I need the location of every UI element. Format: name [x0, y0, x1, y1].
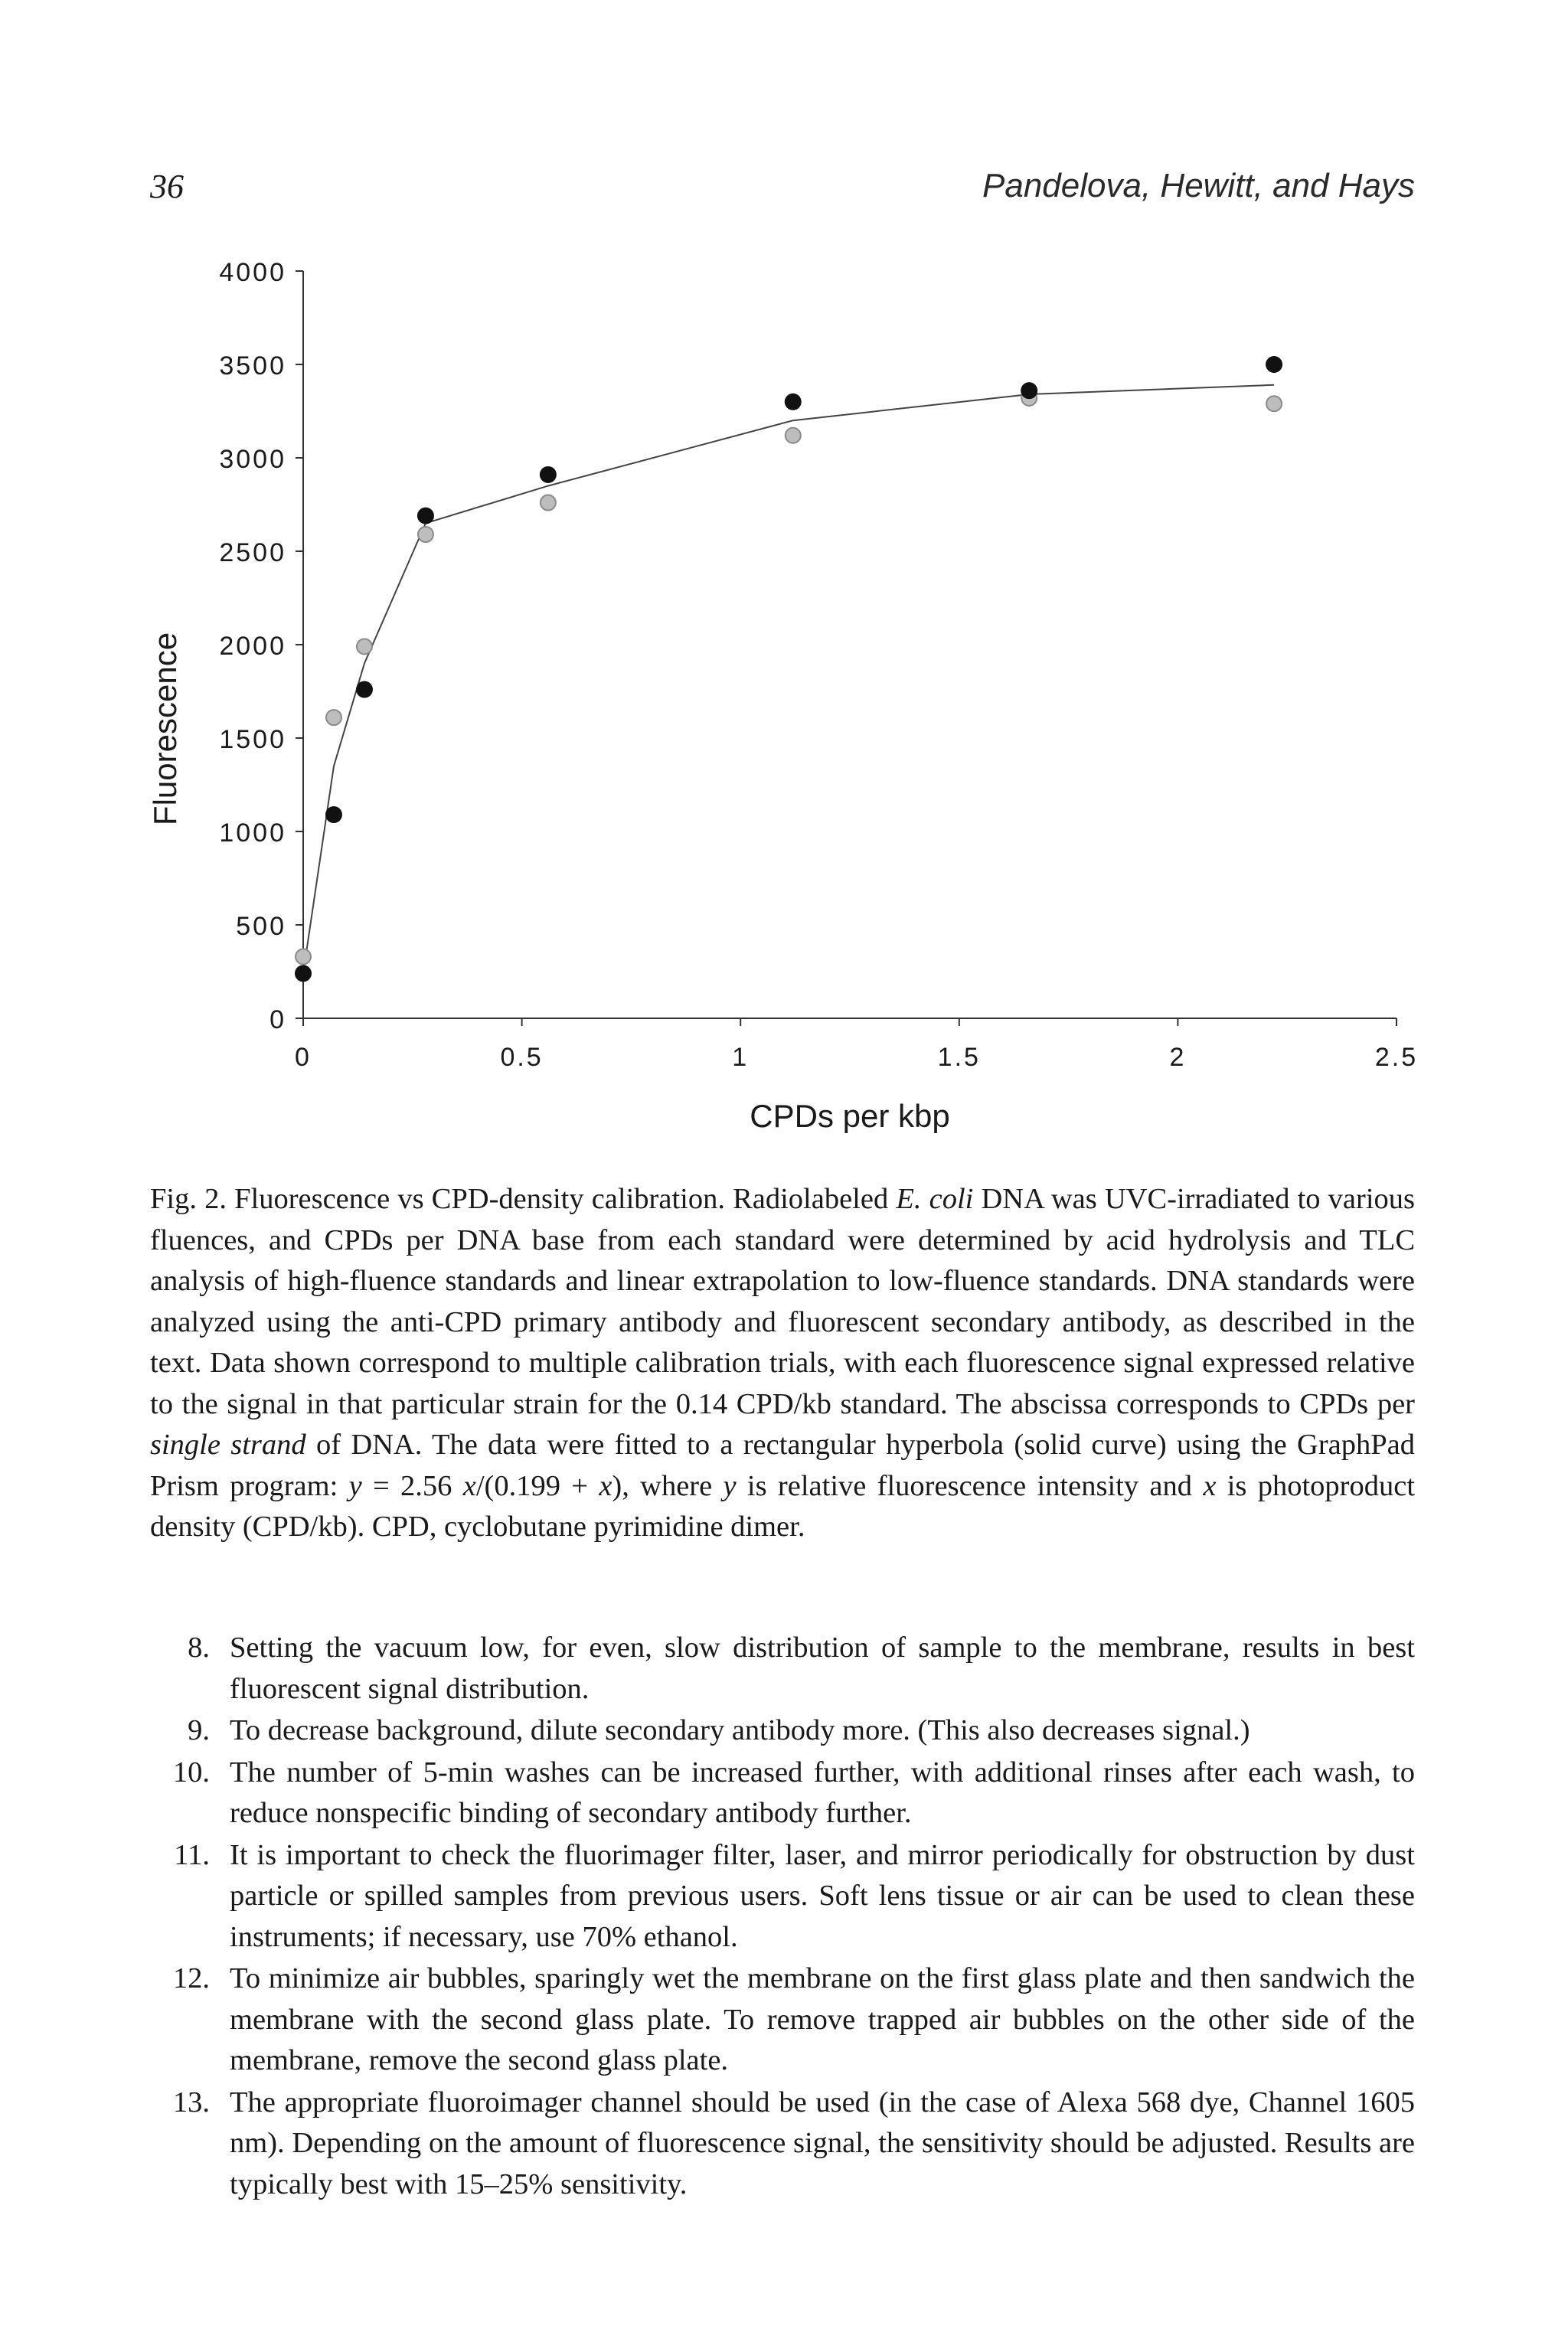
x-tick-label: 1.5: [937, 1043, 981, 1072]
note-item: [150, 2082, 1415, 2206]
y-tick-label: 3500: [219, 351, 286, 381]
data-point-black: [1266, 356, 1282, 373]
caption-text: /(0.199 +: [475, 1469, 599, 1502]
x-axis-label: CPDs per kbp: [750, 1098, 950, 1133]
note-number: 11.: [174, 1838, 210, 1871]
note-text: The number of 5-min washes can be increased further, with additional rinses after each wash, to reduce nonspecific binding of secondary antibody further.: [230, 1756, 1415, 1829]
running-head: [150, 167, 1415, 220]
y-tick-label: 2000: [219, 632, 286, 661]
calibration-figure: [138, 245, 1439, 1133]
data-point-gray: [357, 639, 372, 654]
data-point-black: [295, 965, 312, 982]
caption-emphasis: single strand: [150, 1429, 306, 1461]
y-tick-label: 1500: [219, 725, 286, 754]
note-item: [150, 1835, 1415, 1958]
note-text: Setting the vacuum low, for even, slow distribution of sample to the membrane, results in best fluorescent signal distribution.: [230, 1632, 1415, 1705]
data-point-black: [325, 806, 342, 823]
note-item: [150, 1710, 1415, 1752]
data-point-gray: [786, 428, 801, 443]
fit-curve-line: [303, 385, 1274, 974]
caption-text: DNA was UVC-irradiated to various fluences, and CPDs per DNA base from each standard were determined by acid hydrolysis and TLC analysis of high-fluence standards and linear extrapolation to low-fluence standards. DNA standards were analyzed using the anti-CPD primary antibody and fluorescent secondary antibody, as described in the text. Data shown correspond to multiple calibration trials, with each fluorescence signal expressed relative to the signal in that particular strain for the 0.14 CPD/kb standard. The abscissa corresponds to CPDs per: [150, 1183, 1415, 1420]
note-number: 13.: [172, 2086, 210, 2118]
caption-var: x: [462, 1469, 476, 1502]
data-point-gray: [326, 710, 341, 725]
caption-var: y: [723, 1469, 737, 1502]
y-tick-label: 1000: [219, 818, 286, 848]
y-tick-label: 3000: [219, 445, 286, 474]
caption-text: of DNA. The data were fitted to a rectangular hyperbola (solid curve) using the GraphPad Prism program:: [150, 1429, 1415, 1502]
note-item: [150, 1753, 1415, 1834]
caption-text: Fig. 2. Fluorescence vs CPD-density calibration. Radiolabeled: [150, 1183, 897, 1215]
note-number: 12.: [172, 1962, 210, 1994]
data-point-gray: [541, 495, 556, 511]
data-point-gray: [296, 949, 311, 964]
data-point-black: [785, 394, 802, 410]
x-tick-label: 1: [732, 1043, 750, 1072]
running-head-authors: Pandelova, Hewitt, and Hays: [982, 167, 1415, 204]
fluorescence-chart: [138, 245, 1439, 1133]
data-point-black: [417, 508, 434, 524]
note-text: To decrease background, dilute secondary antibody more. (This also decreases signal.): [230, 1714, 1250, 1746]
data-point-gray: [418, 527, 433, 542]
x-tick-label: 0.5: [500, 1043, 544, 1072]
data-point-black: [540, 466, 557, 483]
page-number: 36: [150, 168, 184, 205]
note-number: 10.: [172, 1756, 210, 1788]
y-tick-label: 0: [270, 1005, 286, 1034]
caption-var: x: [599, 1469, 612, 1502]
note-number: 8.: [188, 1632, 210, 1664]
x-tick-label: 2.5: [1374, 1043, 1419, 1072]
note-text: The appropriate fluoroimager channel should be used (in the case of Alexa 568 dye, Channel 1605 nm). Depending on the amount of fluorescence signal, the sensitivity should be adjusted. Results are typically best with 15–25% sensitivity.: [230, 2086, 1415, 2200]
y-axis-label: Fluorescence: [147, 632, 183, 826]
caption-text: = 2.56: [361, 1469, 463, 1502]
caption-text: is relative fluorescence intensity and: [736, 1469, 1204, 1502]
data-point-black: [1021, 382, 1037, 399]
note-item: [150, 1958, 1415, 2082]
data-point-black: [356, 681, 373, 698]
note-item: [150, 1628, 1415, 1710]
caption-text: ), where: [612, 1469, 724, 1502]
x-tick-label: 0: [295, 1043, 312, 1072]
caption-species: E. coli: [896, 1183, 974, 1215]
caption-var: x: [1203, 1469, 1217, 1502]
note-text: To minimize air bubbles, sparingly wet the membrane on the first glass plate and then sandwich the membrane with the second glass plate. To remove trapped air bubbles on the other side of the membrane, remove the second glass plate.: [230, 1962, 1415, 2076]
note-text: It is important to check the fluorimager filter, laser, and mirror periodically for obstruction by dust particle or spilled samples from previous users. Soft lens tissue or air can be used to clean these instruments; if necessary, use 70% ethanol.: [230, 1838, 1415, 1953]
caption-var: y: [348, 1469, 362, 1502]
y-tick-label: 2500: [219, 538, 286, 567]
data-point-gray: [1266, 396, 1282, 411]
caption-text: is photoproduct density (CPD/kb). CPD, cyclobutane pyrimidine dimer.: [150, 1469, 1416, 1543]
y-tick-label: 500: [236, 912, 286, 941]
y-tick-label: 4000: [219, 258, 286, 287]
figure-caption: [150, 1179, 1415, 1548]
note-number: 9.: [188, 1714, 210, 1746]
notes-list: [150, 1628, 1415, 2206]
x-tick-label: 2: [1169, 1043, 1187, 1072]
